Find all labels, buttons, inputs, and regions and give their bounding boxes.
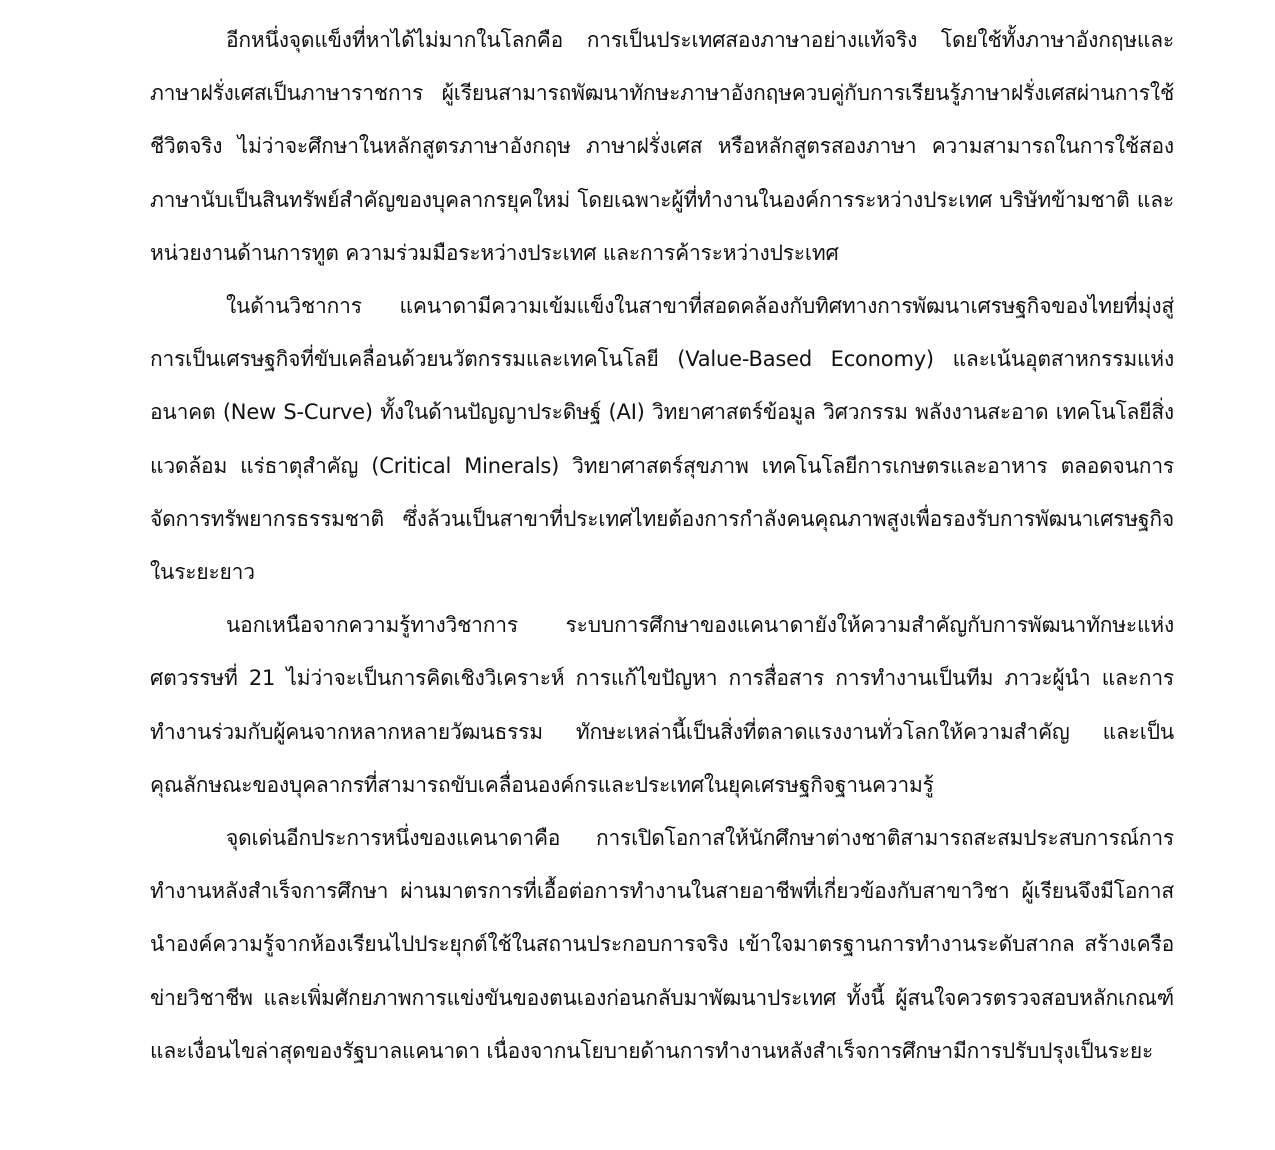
paragraph-academic-fields: ในด้านวิชาการ แคนาดามีความเข้มแข็งในสาขาที่สอดคล้องกับทิศทางการพัฒนาเศรษฐกิจของไทยที่มุ่งสู่การเป็นเศรษฐกิจที่ขับเคลื่อนด้วยนวัตกรรมและเทคโนโลยี (Value-Based Economy) และเน้นอุตสาหกรรมแห่งอนาคต (New S-Curve) ทั้งในด้านปัญญาประดิษฐ์ (AI) วิทยาศาสตร์ข้อมูล วิศวกรรม พลังงานสะอาด เทคโนโลยีสิ่งแวดล้อม แร่ธาตุสำคัญ (Critical Minerals) วิทยาศาสตร์สุขภาพ เทคโนโลยีการเกษตรและอาหาร ตลอดจนการจัดการทรัพยากรธรรมชาติ ซึ่งล้วนเป็นสาขาที่ประเทศไทยต้องการกำลังคนคุณภาพสูงเพื่อรองรับการพัฒนาเศรษฐกิจในระยะยาว <box>150 294 1174 585</box>
paragraph-bilingual-strength: อีกหนึ่งจุดแข็งที่หาได้ไม่มากในโลกคือ การเป็นประเทศสองภาษาอย่างแท้จริง โดยใช้ทั้งภาษาอังกฤษและภาษาฝรั่งเศสเป็นภาษาราชการ ผู้เรียนสามารถพัฒนาทักษะภาษาอังกฤษควบคู่กับการเรียนรู้ภาษาฝรั่งเศสผ่านการใช้ชีวิตจริง ไม่ว่าจะศึกษาในหลักสูตรภาษาอังกฤษ ภาษาฝรั่งเศส หรือหลักสูตรสองภาษา ความสามารถในการใช้สองภาษานับเป็นสินทรัพย์สำคัญของบุคลากรยุคใหม่ โดยเฉพาะผู้ที่ทำงานในองค์การระหว่างประเทศ บริษัทข้ามชาติ และหน่วยงานด้านการทูต ความร่วมมือระหว่างประเทศ และการค้าระหว่างประเทศ <box>150 28 1174 265</box>
paragraph-21st-century-skills: นอกเหนือจากความรู้ทางวิชาการ ระบบการศึกษาของแคนาดายังให้ความสำคัญกับการพัฒนาทักษะแห่งศตวรรษที่ 21 ไม่ว่าจะเป็นการคิดเชิงวิเคราะห์ การแก้ไขปัญหา การสื่อสาร การทำงานเป็นทีม ภาวะผู้นำ และการทำงานร่วมกับผู้คนจากหลากหลายวัฒนธรรม ทักษะเหล่านี้เป็นสิ่งที่ตลาดแรงงานทั่วโลกให้ความสำคัญ และเป็นคุณลักษณะของบุคลากรที่สามารถขับเคลื่อนองค์กรและประเทศในยุคเศรษฐกิจฐานความรู้ <box>150 613 1174 797</box>
paragraph-post-graduation-work: จุดเด่นอีกประการหนึ่งของแคนาดาคือ การเปิดโอกาสให้นักศึกษาต่างชาติสามารถสะสมประสบการณ์การทำงานหลังสำเร็จการศึกษา ผ่านมาตรการที่เอื้อต่อการทำงานในสายอาชีพที่เกี่ยวข้องกับสาขาวิชา ผู้เรียนจึงมีโอกาสนำองค์ความรู้จากห้องเรียนไปประยุกต์ใช้ในสถานประกอบการจริง เข้าใจมาตรฐานการทำงานระดับสากล สร้างเครือข่ายวิชาชีพ และเพิ่มศักยภาพการแข่งขันของตนเองก่อนกลับมาพัฒนาประเทศ ทั้งนี้ ผู้สนใจควรตรวจสอบหลักเกณฑ์และเงื่อนไขล่าสุดของรัฐบาลแคนาดา เนื่องจากนโยบายด้านการทำงานหลังสำเร็จการศึกษามีการปรับปรุงเป็นระยะ <box>150 826 1174 1063</box>
document-body <box>150 14 1174 1078</box>
